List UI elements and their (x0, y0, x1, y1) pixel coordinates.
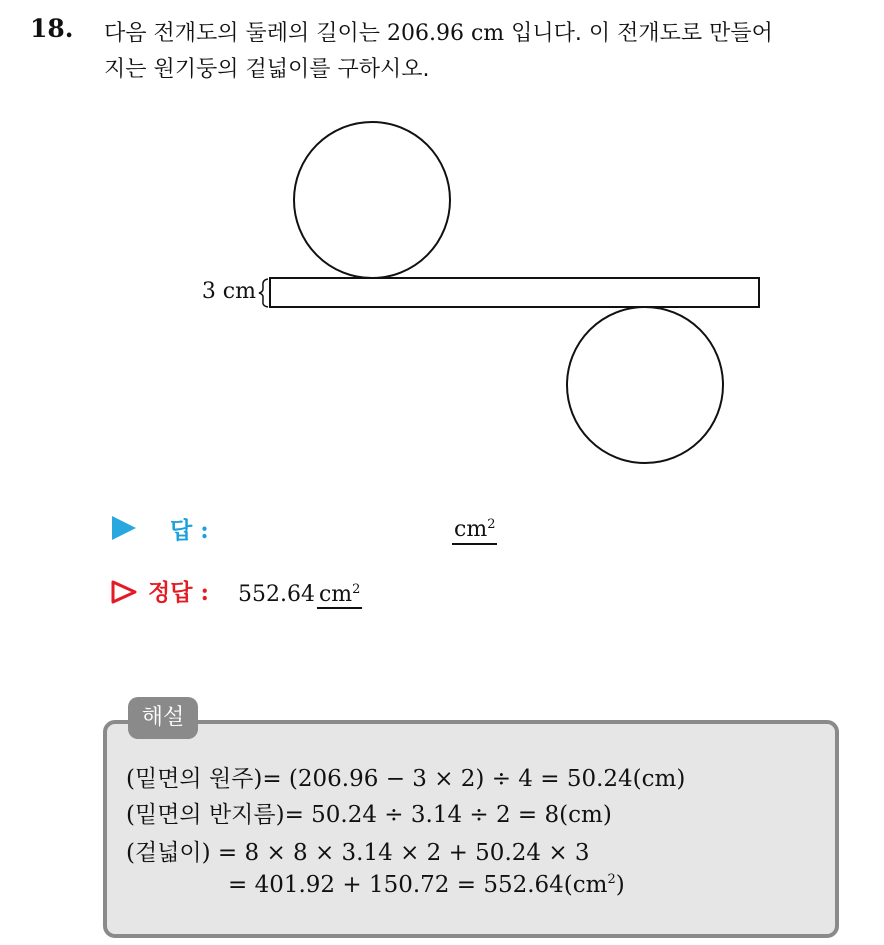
solution-line-2: (밑면의 반지름)= 50.24 ÷ 3.14 ÷ 2 = 8(cm) (126, 802, 612, 828)
solution-line-4-close: ) (615, 872, 625, 898)
question-line-2: 지는 원기둥의 겉넓이를 구하시오. (104, 57, 430, 82)
solution-line-4-main: = 401.92 + 150.72 = 552.64(cm (228, 872, 608, 898)
answer-arrow-icon (112, 516, 136, 540)
answer-label: 답 : (170, 517, 209, 544)
answer-unit-base: cm (454, 517, 488, 542)
correct-label: 정답 : (148, 579, 209, 606)
bottom-base-circle (567, 307, 723, 463)
solution-box (103, 720, 839, 938)
correct-unit-exponent: 2 (352, 582, 361, 597)
solution-line-4-exponent: 2 (607, 872, 616, 887)
height-brace (259, 279, 268, 307)
question-line-1-before: 다음 전개도의 둘레의 길이는 (104, 21, 387, 46)
perimeter-unit: cm (463, 21, 505, 46)
answer-unit (452, 512, 497, 545)
correct-unit (317, 582, 362, 609)
solution-line-4 (228, 872, 625, 898)
solution-tab: 해설 (128, 697, 198, 739)
correct-value: 552.64 (238, 582, 315, 607)
correct-unit-base: cm (318, 582, 353, 607)
top-base-circle (294, 122, 450, 278)
perimeter-value: 206.96 (387, 21, 464, 46)
side-rectangle (270, 278, 759, 307)
question-number: 18. (30, 14, 74, 43)
height-label: 3 cm (201, 279, 256, 304)
solution-line-1: (밑면의 원주)= (206.96 − 3 × 2) ÷ 4 = 50.24(cm) (126, 766, 686, 792)
question-line-1-after: 입니다. 이 전개도로 만들어 (504, 21, 773, 46)
answer-unit-exponent: 2 (487, 517, 496, 532)
correct-arrow-icon (110, 579, 138, 605)
correct-answer (238, 577, 362, 608)
solution-line-3: (겉넓이) = 8 × 8 × 3.14 × 2 + 50.24 × 3 (126, 840, 590, 866)
